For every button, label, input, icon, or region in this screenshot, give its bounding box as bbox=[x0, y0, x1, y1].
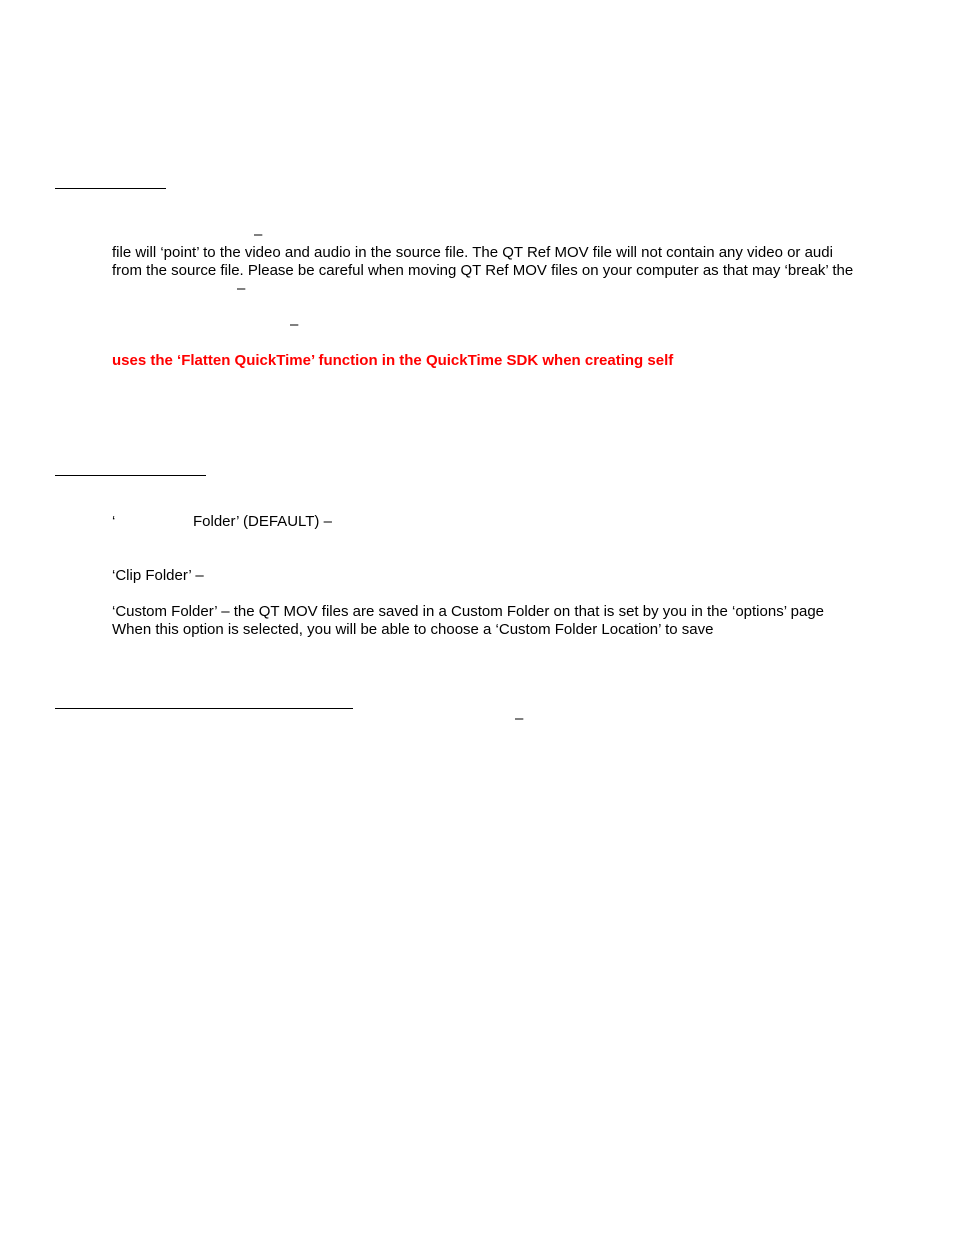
section-2-quote-mark: ‘ bbox=[112, 513, 116, 530]
section-1-dash-1: – bbox=[254, 226, 263, 243]
section-1-line-1: file will ‘point’ to the video and audio in the source file. The QT Ref MOV file will not contain any video or audi bbox=[112, 244, 833, 261]
section-2-custom-folder-line-2: When this option is selected, you will be able to choose a ‘Custom Folder Location’ to save bbox=[112, 621, 714, 638]
section-2-folder-default-option: Folder’ (DEFAULT) – bbox=[193, 513, 332, 530]
section-1-dash-2: – bbox=[237, 280, 246, 297]
section-1-red-note: uses the ‘Flatten QuickTime’ function in the QuickTime SDK when creating self bbox=[112, 352, 674, 369]
section-3-dash: – bbox=[515, 710, 524, 727]
section-1-dash-3: – bbox=[290, 316, 299, 333]
section-1-line-2: from the source file. Please be careful when moving QT Ref MOV files on your computer as that may ‘break’ the bbox=[112, 262, 854, 279]
section-3-heading-underline bbox=[55, 708, 353, 709]
section-2-custom-folder-line-1: ‘Custom Folder’ – the QT MOV files are saved in a Custom Folder on that is set by you in the ‘options’ page bbox=[112, 603, 825, 620]
section-2-clip-folder-option: ‘Clip Folder’ – bbox=[112, 567, 204, 584]
section-2-heading-underline bbox=[55, 475, 206, 476]
section-1-heading-underline bbox=[55, 188, 166, 189]
